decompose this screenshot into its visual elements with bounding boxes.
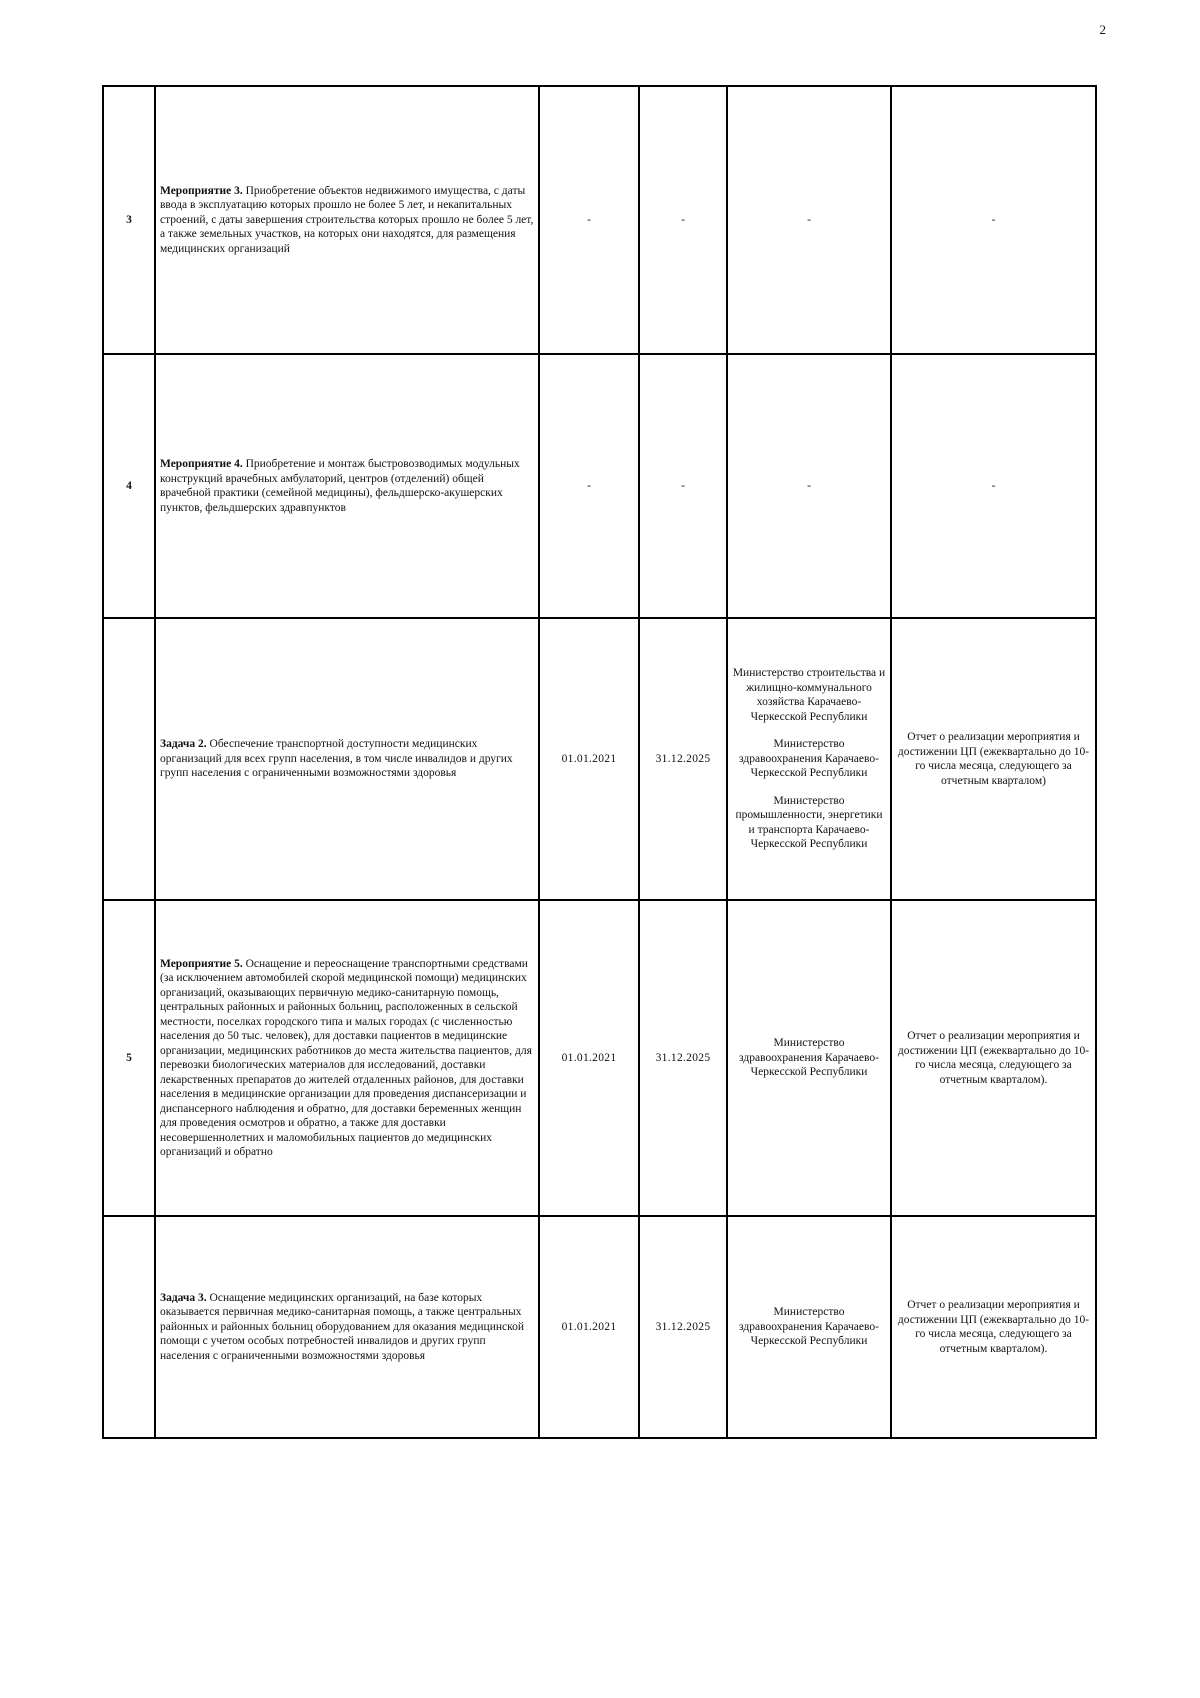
- row-number: 5: [103, 900, 155, 1216]
- page-number: 2: [1099, 22, 1106, 37]
- executor: [727, 86, 891, 354]
- executor-name: Министерство здравоохранения Карачаево-Черкесской Республики: [739, 738, 879, 780]
- table-row: [103, 900, 1096, 1216]
- row-number: [103, 618, 155, 900]
- start-date: -: [539, 86, 639, 354]
- table-row: [103, 1216, 1096, 1438]
- measure-text: Приобретение и монтаж быстровозводимых модульных конструкций врачебных амбулаторий, центров (отделений) общей врачебной практики (семейной медицины), фельдшерско-акушерских пунктов, фельдшерских здравпунктов: [160, 458, 520, 514]
- start-date: 01.01.2021: [539, 618, 639, 900]
- measure-text: Приобретение объектов недвижимого имущества, с даты ввода в эксплуатацию которых прошло не более 5 лет, и некапитальных строений, с даты завершения строительства которых прошло не более 5 лет, а также земельных участков, на которых они находятся, для размещения медицинских организаций: [160, 184, 534, 255]
- end-date: 31.12.2025: [639, 618, 727, 900]
- end-date: 31.12.2025: [639, 1216, 727, 1438]
- measure-label: Мероприятие 5.: [160, 957, 243, 970]
- expected-result: Отчет о реализации мероприятия и достижении ЦП (ежеквартально до 10-го числа месяца, следующего за отчетным кварталом).: [891, 900, 1096, 1216]
- executor-name: Министерство здравоохранения Карачаево-Черкесской Республики: [739, 1037, 879, 1079]
- measure-description: [155, 354, 539, 618]
- executor-name: Министерство строительства и жилищно-коммунального хозяйства Карачаево-Черкесской Республики: [732, 667, 886, 723]
- task-label: Задача 3.: [160, 1291, 207, 1304]
- table-row: [103, 354, 1096, 618]
- row-number: 4: [103, 354, 155, 618]
- measure-label: Мероприятие 4.: [160, 458, 243, 470]
- end-date: -: [639, 86, 727, 354]
- expected-result: -: [891, 354, 1096, 618]
- measure-text: Оснащение и переоснащение транспортными средствами (за исключением автомобилей скорой медицинской помощи) медицинских организаций, оказывающих первичную медико-санитарную помощь, центральных районных и районных больниц, расположенных в сельской местности, поселках городского типа и малых городах (с численностью населения до 50 тыс. человек), для доставки пациентов в медицинские организации, медицинских работников до места жительства пациентов, для перевозки биологических материалов для исследований, доставки лекарственных препаратов до жителей отдаленных районов, для доставки населения в медицинские организации для проведения диспансеризации и диспансерного наблюдения и обратно, для доставки беременных женщин для проведения осмотров и обратно, а также для доставки несовершеннолетних и маломобильных пациентов до медицинских организаций и обратно: [160, 957, 532, 1158]
- row-number: [103, 1216, 155, 1438]
- start-date: 01.01.2021: [539, 1216, 639, 1438]
- expected-result: -: [891, 86, 1096, 354]
- row-number: 3: [103, 86, 155, 354]
- measure-description: [155, 900, 539, 1216]
- table-row: [103, 618, 1096, 900]
- task-description: [155, 1216, 539, 1438]
- expected-result: Отчет о реализации мероприятия и достижении ЦП (ежеквартально до 10-го числа месяца, следующего за отчетным кварталом).: [891, 1216, 1096, 1438]
- end-date: -: [639, 354, 727, 618]
- measure-label: Мероприятие 3.: [160, 184, 243, 197]
- task-label: Задача 2.: [160, 738, 207, 751]
- task-description: [155, 618, 539, 900]
- program-measures-table: [102, 85, 1097, 1439]
- executor: [727, 354, 891, 618]
- start-date: -: [539, 354, 639, 618]
- measure-description: [155, 86, 539, 354]
- executor: [727, 618, 891, 900]
- executor-name: -: [807, 213, 811, 226]
- executor-name: Министерство промышленности, энергетики и транспорта Карачаево-Черкесской Республики: [735, 794, 883, 851]
- task-text: Оснащение медицинских организаций, на базе которых оказывается первичная медико-санитарная помощь, а также центральных районных и районных больниц оборудованием для оказания медицинской помощи с учетом особых потребностей инвалидов и других групп населения с ограниченными возможностями здоровья: [160, 1291, 525, 1362]
- end-date: 31.12.2025: [639, 900, 727, 1216]
- executor: [727, 900, 891, 1216]
- table-row: [103, 86, 1096, 354]
- expected-result: Отчет о реализации мероприятия и достижении ЦП (ежеквартально до 10-го числа месяца, следующего за отчетным кварталом): [891, 618, 1096, 900]
- start-date: 01.01.2021: [539, 900, 639, 1216]
- executor-name: -: [807, 479, 811, 492]
- executor: [727, 1216, 891, 1438]
- task-text: Обеспечение транспортной доступности медицинских организаций для всех групп населения, в том числе инвалидов и других групп населения с ограниченными возможностями здоровья: [160, 738, 513, 780]
- executor-name: Министерство здравоохранения Карачаево-Черкесской Республики: [739, 1306, 879, 1348]
